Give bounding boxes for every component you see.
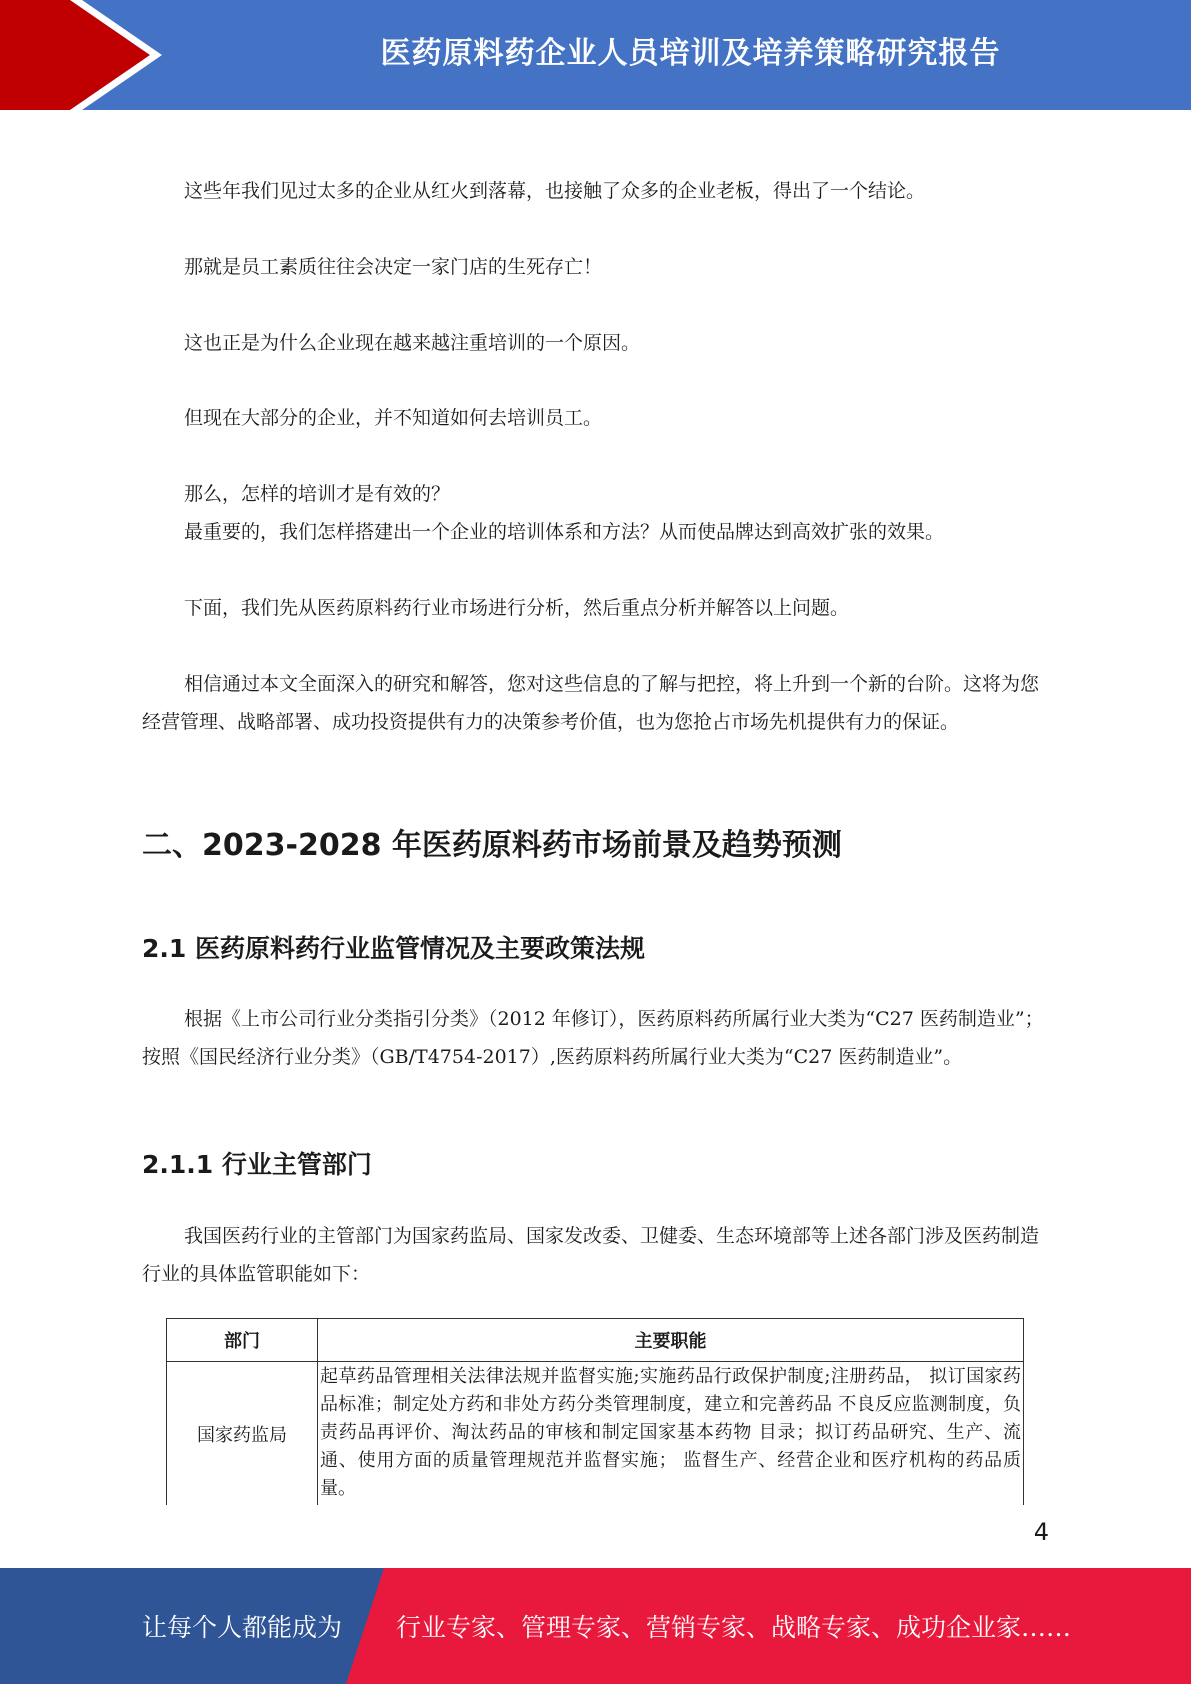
intro-paragraph: 最重要的，我们怎样搭建出一个企业的培训体系和方法？从而使品牌达到高效扩张的效果。 xyxy=(184,521,945,543)
report-title: 医药原料药企业人员培训及培养策略研究报告 xyxy=(380,36,1001,71)
intro-paragraph: 这些年我们见过太多的企业从红火到落幕，也接触了众多的企业老板，得出了一个结论。 xyxy=(184,180,926,202)
regulator-duties-table xyxy=(166,1318,1024,1505)
intro-paragraph: 但现在大部分的企业，并不知道如何去培训员工。 xyxy=(184,407,603,429)
subsubsection-paragraph: 我国医药行业的主管部门为国家药监局、国家发改委、卫健委、生态环境部等上述各部门涉及医药制造行业的具体监管职能如下： xyxy=(142,1225,1040,1285)
section-heading: 二、2023-2028 年医药原料药市场前景及趋势预测 xyxy=(142,828,842,863)
intro-paragraph: 相信通过本文全面深入的研究和解答，您对这些信息的了解与把控，将上升到一个新的台阶。这将为您经营管理、战略部署、成功投资提供有力的决策参考价值，也为您抢占市场先机提供有力的保证。 xyxy=(142,673,1040,733)
report-footer xyxy=(0,1568,1191,1684)
page-number: 4 xyxy=(1033,1518,1049,1546)
table-header-duty: 主要职能 xyxy=(318,1319,1024,1362)
table-header-row xyxy=(167,1319,1024,1362)
intro-paragraph: 那么，怎样的培训才是有效的？ xyxy=(184,483,451,505)
intro-paragraph: 下面，我们先从医药原料药行业市场进行分析，然后重点分析并解答以上问题。 xyxy=(184,597,850,619)
table-cell-duty: 起草药品管理相关法律法规并监督实施;实施药品行政保护制度;注册药品， 拟订国家药品标准；制定处方药和非处方药分类管理制度，建立和完善药品 不良反应监测制度，负责药品再评价、淘汰药品的审核和制定国家基本药物 目录；拟订药品研究、生产、流通、使用方面的质量管理规范并监督实施； 监督生产、经营企业和医疗机构的药品质量。 xyxy=(318,1362,1024,1506)
footer-slogan-left: 让每个人都能成为 xyxy=(142,1613,343,1642)
table-header-dept: 部门 xyxy=(167,1319,318,1362)
subsection-paragraph: 根据《上市公司行业分类指引分类》（2012 年修订），医药原料药所属行业大类为“C27 医药制造业”；按照《国民经济行业分类》（GB/T4754-2017）,医药原料药所属行业大类为“C27 医药制造业”。 xyxy=(142,1008,1044,1068)
table-row xyxy=(167,1362,1024,1506)
report-header xyxy=(0,0,1191,110)
intro-paragraph: 那就是员工素质往往会决定一家门店的生死存亡！ xyxy=(184,256,603,278)
subsection-heading: 2.1 医药原料药行业监管情况及主要政策法规 xyxy=(142,934,645,963)
intro-paragraph: 这也正是为什么企业现在越来越注重培训的一个原因。 xyxy=(184,332,641,354)
subsubsection-heading: 2.1.1 行业主管部门 xyxy=(142,1150,372,1179)
footer-slogan-right: 行业专家、管理专家、营销专家、战略专家、成功企业家…… xyxy=(396,1613,1072,1642)
table-cell-dept: 国家药监局 xyxy=(167,1362,318,1506)
